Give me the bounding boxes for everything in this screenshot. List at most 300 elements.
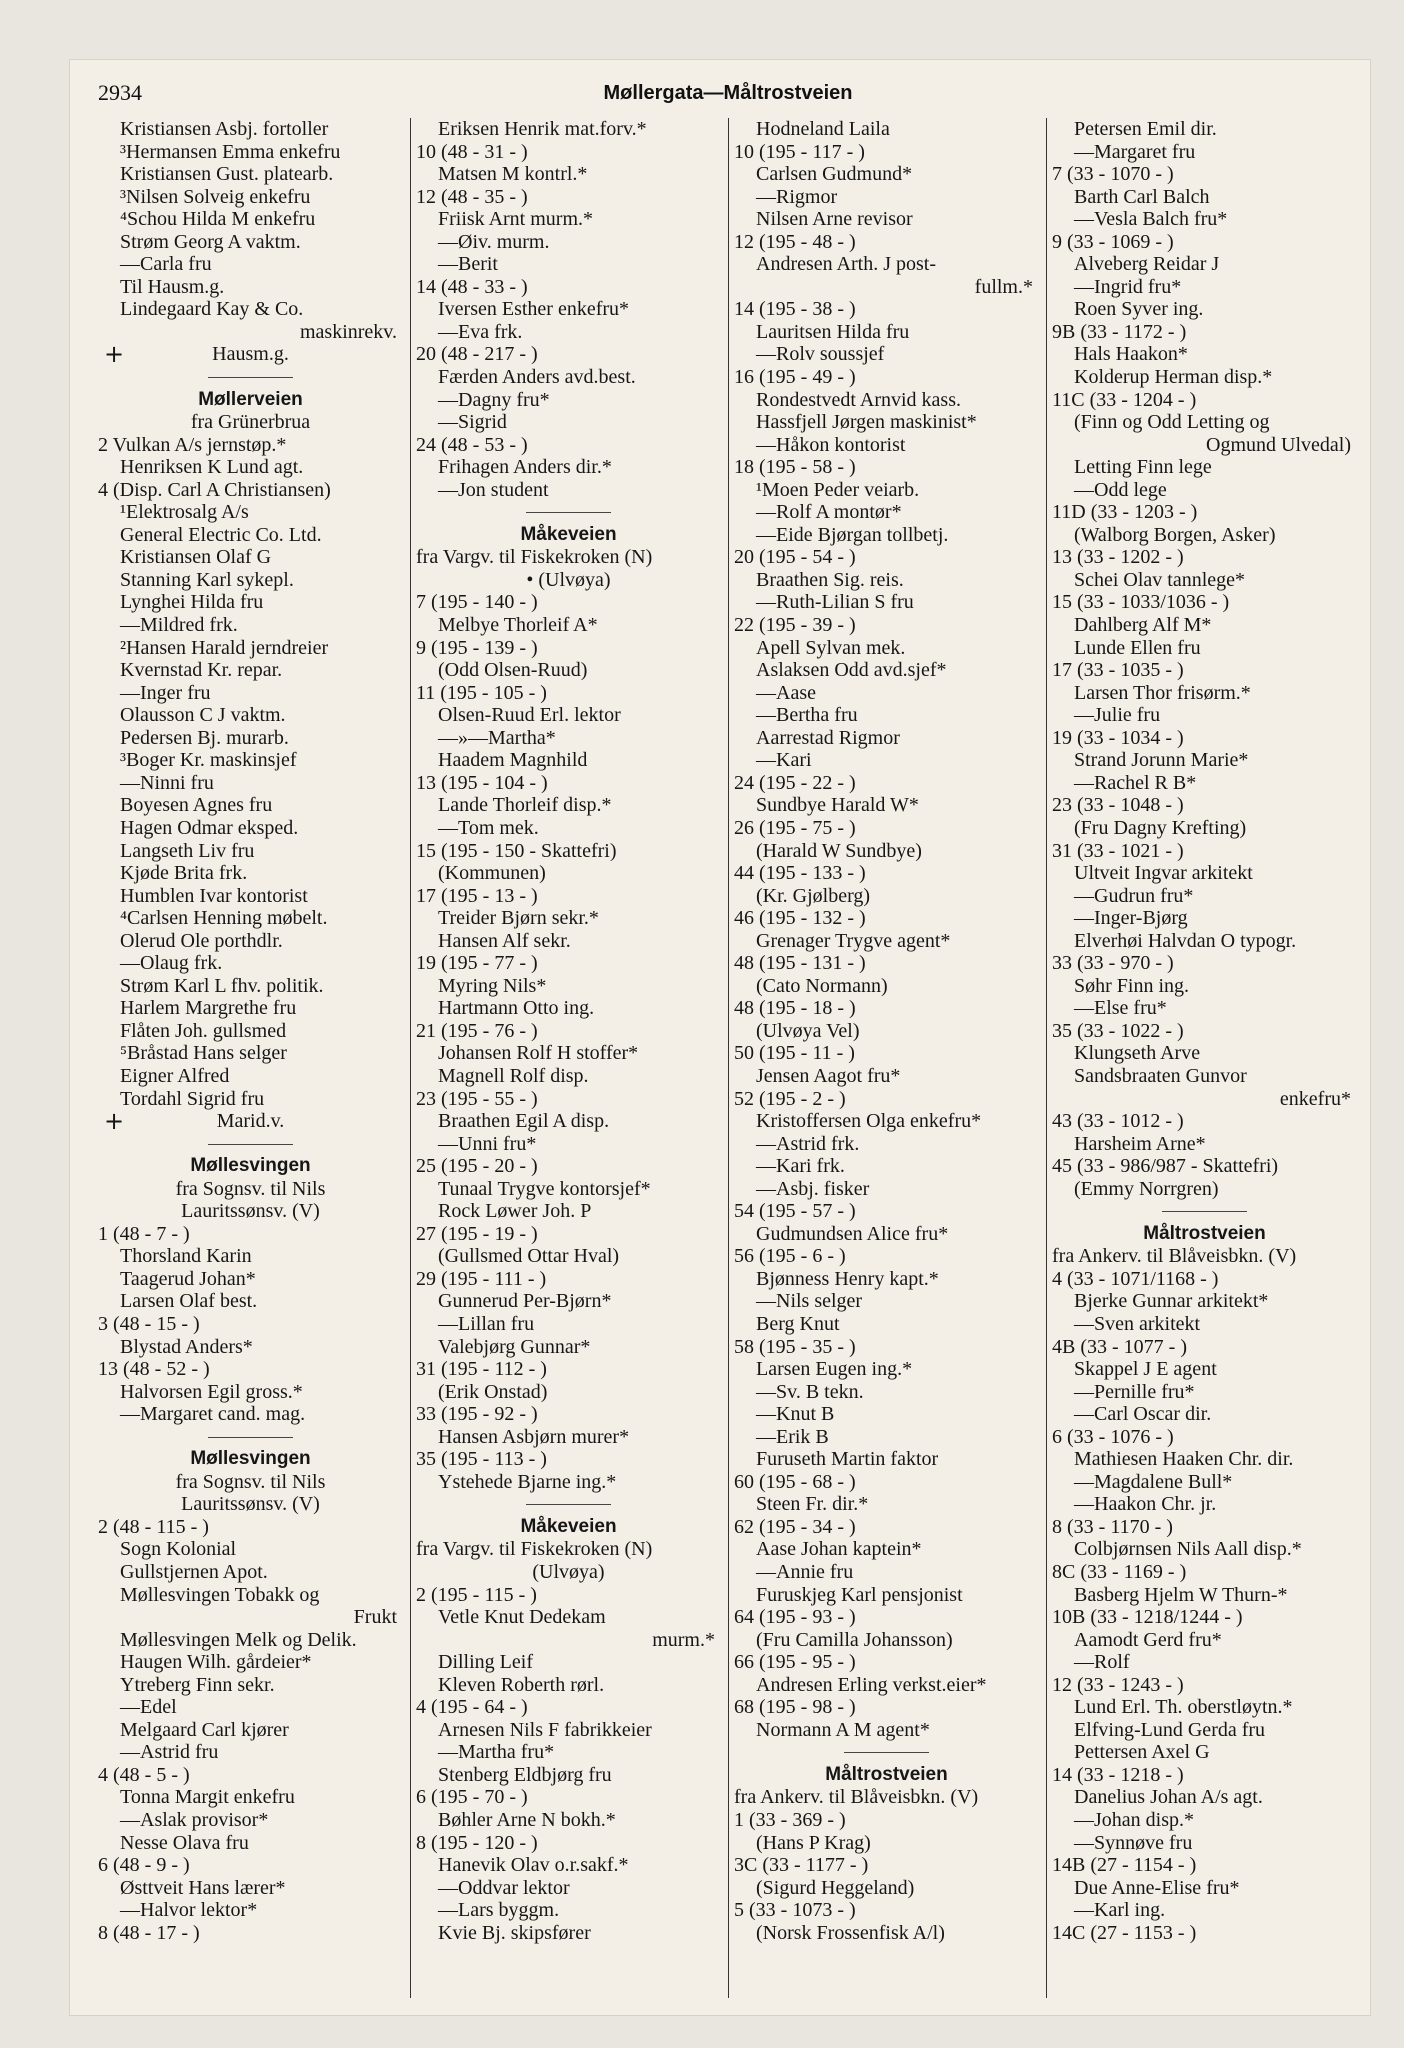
address-entry: 17 (33 - 1035 - ) xyxy=(1052,659,1184,682)
resident-entry: —Odd lege xyxy=(1074,478,1167,501)
resident-entry: Strand Jorunn Marie* xyxy=(1074,749,1249,772)
street-heading: Måltrostveien xyxy=(825,1763,948,1785)
resident-entry: Sogn Kolonial xyxy=(120,1538,237,1561)
resident-entry: —Ingrid fru* xyxy=(1074,275,1182,298)
resident-entry: Humblen Ivar kontorist xyxy=(120,884,308,907)
section-separator xyxy=(1052,1200,1357,1223)
resident-entry: —Olaug frk. xyxy=(120,952,223,975)
resident-entry: Eigner Alfred xyxy=(120,1064,230,1087)
resident-entry: —Carla fru xyxy=(120,253,212,276)
resident-entry: ⁴Schou Hilda M enkefru xyxy=(120,208,316,231)
resident-entry: Steen Fr. dir.* xyxy=(756,1493,869,1516)
address-entry: 2 Vulkan A/s jernstøp.* xyxy=(98,433,287,456)
resident-entry: Kristiansen Gust. platearb. xyxy=(120,163,334,186)
resident-entry: —Tom mek. xyxy=(438,816,539,839)
resident-entry: Kolderup Herman disp.* xyxy=(1074,366,1273,389)
resident-entry: Aslaksen Odd avd.sjef* xyxy=(756,659,947,682)
resident-entry: —Rolf A montør* xyxy=(756,501,902,524)
resident-entry: Kvie Bj. skipsfører xyxy=(438,1921,591,1944)
continuation-line: Frukt xyxy=(353,1606,397,1629)
column-rule xyxy=(1046,118,1047,1998)
resident-entry: Arnesen Nils F fabrikkeier xyxy=(438,1718,652,1741)
resident-entry: Hassfjell Jørgen maskinist* xyxy=(756,411,977,434)
resident-entry: ⁵Bråstad Hans selger xyxy=(120,1042,287,1065)
resident-entry: ³Boger Kr. maskinsjef xyxy=(120,749,297,772)
resident-entry: Jensen Aagot fru* xyxy=(756,1064,901,1087)
resident-entry: Tonna Margit enkefru xyxy=(120,1786,295,1809)
resident-entry: —Inger-Bjørg xyxy=(1074,907,1188,930)
resident-entry: Hodneland Laila xyxy=(756,118,890,140)
resident-entry: Elverhøi Halvdan O typogr. xyxy=(1074,929,1297,952)
resident-entry: Olausson C J vaktm. xyxy=(120,704,286,727)
street-description: • (Ulvøya) xyxy=(526,568,611,591)
section-separator xyxy=(98,1426,403,1449)
address-entry: 6 (33 - 1076 - ) xyxy=(1052,1425,1174,1448)
street-heading: Måkeveien xyxy=(520,1515,617,1537)
address-entry: 22 (195 - 39 - ) xyxy=(734,614,856,637)
resident-entry: (Odd Olsen-Ruud) xyxy=(438,659,588,682)
resident-entry: (Kommunen) xyxy=(438,862,546,885)
resident-entry: —Haakon Chr. jr. xyxy=(1074,1493,1217,1516)
address-entry: 11C (33 - 1204 - ) xyxy=(1052,388,1197,411)
address-entry: 20 (48 - 217 - ) xyxy=(416,343,538,366)
address-entry: 10B (33 - 1218/1244 - ) xyxy=(1052,1606,1243,1629)
address-entry: 16 (195 - 49 - ) xyxy=(734,366,856,389)
resident-entry: (Finn og Odd Letting og xyxy=(1074,411,1270,434)
resident-entry: Treider Bjørn sekr.* xyxy=(438,907,599,930)
resident-entry: Stanning Karl sykepl. xyxy=(120,568,294,591)
address-entry: 2 (195 - 115 - ) xyxy=(416,1583,537,1606)
resident-entry: —Lars byggm. xyxy=(438,1899,560,1922)
resident-entry: ²Hansen Harald jerndreier xyxy=(120,636,329,659)
resident-entry: —Karl ing. xyxy=(1074,1899,1166,1922)
resident-entry: Ultveit Ingvar arkitekt xyxy=(1074,862,1253,885)
resident-entry: Aase Johan kaptein* xyxy=(756,1538,922,1561)
resident-entry: Harlem Margrethe fru xyxy=(120,997,297,1020)
resident-entry: Pedersen Bj. murarb. xyxy=(120,726,289,749)
address-entry: 1 (48 - 7 - ) xyxy=(98,1222,190,1245)
address-entry: 23 (195 - 55 - ) xyxy=(416,1087,538,1110)
address-entry: 14 (48 - 33 - ) xyxy=(416,275,528,298)
resident-entry: ¹Elektrosalg A/s xyxy=(120,501,249,524)
resident-entry: Klungseth Arve xyxy=(1074,1042,1201,1065)
street-description: fra Sognsv. til Nils xyxy=(175,1470,326,1493)
section-separator xyxy=(734,1741,1039,1764)
address-entry: 7 (195 - 140 - ) xyxy=(416,591,538,614)
address-entry: 8C (33 - 1169 - ) xyxy=(1052,1561,1187,1583)
resident-entry: (Ulvøya Vel) xyxy=(756,1019,860,1042)
resident-entry: Petersen Emil dir. xyxy=(1074,118,1217,140)
resident-entry: —Halvor lektor* xyxy=(120,1899,258,1922)
resident-entry: Bjønness Henry kapt.* xyxy=(756,1267,939,1290)
address-entry: 11D (33 - 1203 - ) xyxy=(1052,501,1198,524)
resident-entry: Hartmann Otto ing. xyxy=(438,997,595,1020)
resident-entry: —Knut B xyxy=(756,1403,835,1426)
resident-entry: —Rolf xyxy=(1074,1651,1130,1674)
resident-entry: Larsen Thor frisørm.* xyxy=(1074,681,1251,704)
resident-entry: —Rigmor xyxy=(756,185,838,208)
resident-entry: Haadem Magnhild xyxy=(438,749,588,772)
address-entry: 54 (195 - 57 - ) xyxy=(734,1200,856,1223)
address-entry: 21 (195 - 76 - ) xyxy=(416,1019,538,1042)
resident-entry: —Astrid fru xyxy=(120,1741,219,1764)
page-header xyxy=(98,72,1358,112)
resident-entry: Haugen Wilh. gårdeier* xyxy=(120,1651,312,1674)
address-entry: 26 (195 - 75 - ) xyxy=(734,816,856,839)
resident-entry: Tordahl Sigrid fru xyxy=(120,1087,265,1110)
cross-mark-icon: + xyxy=(104,1107,125,1136)
resident-entry: —Synnøve fru xyxy=(1074,1831,1193,1854)
street-description: fra Grünerbrua xyxy=(190,411,311,434)
resident-entry: —Inger fru xyxy=(120,681,211,704)
resident-entry: (Walborg Borgen, Asker) xyxy=(1074,523,1276,546)
resident-entry: Barth Carl Balch xyxy=(1074,185,1210,208)
address-entry: 9 (33 - 1069 - ) xyxy=(1052,230,1174,253)
address-entry: 48 (195 - 131 - ) xyxy=(734,952,866,975)
address-entry: 33 (33 - 970 - ) xyxy=(1052,952,1174,975)
address-entry: 50 (195 - 11 - ) xyxy=(734,1042,855,1065)
address-entry: fra Ankerv. til Blåveisbkn. (V) xyxy=(1052,1245,1297,1268)
resident-entry: Hals Haakon* xyxy=(1074,343,1188,366)
resident-entry: Thorsland Karin xyxy=(120,1245,252,1268)
address-entry: 20 (195 - 54 - ) xyxy=(734,546,856,569)
resident-entry: Gullstjernen Apot. xyxy=(120,1561,268,1583)
address-entry: 7 (33 - 1070 - ) xyxy=(1052,163,1174,186)
resident-entry: Bjerke Gunnar arkitekt* xyxy=(1074,1290,1269,1313)
address-entry: 18 (195 - 58 - ) xyxy=(734,456,856,479)
resident-entry: ¹Moen Peder veiarb. xyxy=(756,478,920,501)
resident-entry: —Magdalene Bull* xyxy=(1074,1470,1233,1493)
resident-entry: Larsen Olaf best. xyxy=(120,1290,258,1313)
address-entry: 13 (33 - 1202 - ) xyxy=(1052,546,1184,569)
resident-entry: —Øiv. murm. xyxy=(438,230,550,253)
resident-entry: —Rachel R B* xyxy=(1074,771,1197,794)
resident-entry: (Harald W Sundbye) xyxy=(756,839,922,862)
address-entry: 31 (33 - 1021 - ) xyxy=(1052,839,1184,862)
resident-entry: Kristoffersen Olga enkefru* xyxy=(756,1110,982,1133)
address-entry: 3 (48 - 15 - ) xyxy=(98,1312,200,1335)
address-entry: 4 (33 - 1071/1168 - ) xyxy=(1052,1267,1219,1290)
resident-entry: Melgaard Carl kjører xyxy=(120,1718,289,1741)
resident-entry: Colbjørnsen Nils Aall disp.* xyxy=(1074,1538,1302,1561)
resident-entry: (Sigurd Heggeland) xyxy=(756,1876,915,1899)
resident-entry: Melbye Thorleif A* xyxy=(438,614,598,637)
resident-entry: Larsen Eugen ing.* xyxy=(756,1358,913,1381)
address-entry: 46 (195 - 132 - ) xyxy=(734,907,866,930)
resident-entry: Blystad Anders* xyxy=(120,1335,253,1358)
resident-entry: Furuskjeg Karl pensjonist xyxy=(756,1583,963,1606)
address-entry: 52 (195 - 2 - ) xyxy=(734,1087,846,1110)
resident-entry: Alveberg Reidar J xyxy=(1074,253,1220,276)
street-heading: Måkeveien xyxy=(520,523,617,545)
resident-entry: Myring Nils* xyxy=(438,974,547,997)
resident-entry: Lunde Ellen fru xyxy=(1074,636,1201,659)
address-entry: 4 (Disp. Carl A Christiansen) xyxy=(98,478,331,501)
resident-entry: —Edel xyxy=(120,1696,177,1719)
resident-entry: Braathen Sig. reis. xyxy=(756,568,904,591)
resident-entry: Langseth Liv fru xyxy=(120,839,255,862)
street-description: Lauritssønsv. (V) xyxy=(181,1200,320,1223)
resident-entry: Letting Finn lege xyxy=(1074,456,1212,479)
cross-street xyxy=(98,1107,403,1136)
resident-entry: Ytreberg Finn sekr. xyxy=(120,1673,275,1696)
address-entry: 48 (195 - 18 - ) xyxy=(734,997,856,1020)
resident-entry: Henriksen K Lund agt. xyxy=(120,456,304,479)
resident-entry: Braathen Egil A disp. xyxy=(438,1110,610,1133)
address-entry: 13 (195 - 104 - ) xyxy=(416,771,548,794)
resident-entry: Due Anne-Elise fru* xyxy=(1074,1876,1240,1899)
resident-entry: Strøm Georg A vaktm. xyxy=(120,230,301,253)
resident-entry: Iversen Esther enkefru* xyxy=(438,298,630,321)
address-entry: 29 (195 - 111 - ) xyxy=(416,1267,547,1290)
resident-entry: Mathiesen Haaken Chr. dir. xyxy=(1074,1448,1294,1471)
address-entry: 4B (33 - 1077 - ) xyxy=(1052,1335,1187,1358)
resident-entry: —Erik B xyxy=(756,1425,829,1448)
resident-entry: Hanevik Olav o.r.sakf.* xyxy=(438,1854,629,1877)
resident-entry: —Annie fru xyxy=(756,1561,854,1583)
resident-entry: Andresen Arth. J post- xyxy=(756,253,936,276)
column-2 xyxy=(416,118,721,2008)
resident-entry: —Berit xyxy=(438,253,498,276)
resident-entry: Magnell Rolf disp. xyxy=(438,1064,589,1087)
address-entry: 27 (195 - 19 - ) xyxy=(416,1222,538,1245)
cross-street xyxy=(98,340,403,369)
address-entry: 9B (33 - 1172 - ) xyxy=(1052,320,1187,343)
resident-entry: —Pernille fru* xyxy=(1074,1380,1195,1403)
resident-entry: Sundbye Harald W* xyxy=(756,794,919,817)
resident-entry: Olsen-Ruud Erl. lektor xyxy=(438,704,621,727)
section-separator xyxy=(416,501,721,524)
resident-entry: (Fru Camilla Johansson) xyxy=(756,1628,953,1651)
resident-entry: Lund Erl. Th. oberstløytn.* xyxy=(1074,1696,1293,1719)
address-entry: 35 (195 - 113 - ) xyxy=(416,1448,547,1471)
cross-street-label: Hausm.g. xyxy=(212,343,289,366)
address-entry: 5 (33 - 1073 - ) xyxy=(734,1899,856,1922)
resident-entry: Møllesvingen Tobakk og xyxy=(120,1583,320,1606)
address-entry: 8 (48 - 17 - ) xyxy=(98,1921,200,1944)
address-entry: 23 (33 - 1048 - ) xyxy=(1052,794,1184,817)
continuation-line: Ogmund Ulvedal) xyxy=(1206,433,1351,456)
resident-entry: Stenberg Eldbjørg fru xyxy=(438,1763,612,1786)
resident-entry: Skappel J E agent xyxy=(1074,1358,1217,1381)
address-entry: 4 (48 - 5 - ) xyxy=(98,1763,190,1786)
resident-entry: ⁴Carlsen Henning møbelt. xyxy=(120,907,328,930)
address-entry: 13 (48 - 52 - ) xyxy=(98,1358,210,1381)
address-entry: 12 (33 - 1243 - ) xyxy=(1052,1673,1184,1696)
resident-entry: —Eide Bjørgan tollbetj. xyxy=(756,523,949,546)
resident-entry: (Cato Normann) xyxy=(756,974,888,997)
street-description: fra Sognsv. til Nils xyxy=(175,1177,326,1200)
address-entry: 8 (33 - 1170 - ) xyxy=(1052,1515,1173,1538)
resident-entry: Dilling Leif xyxy=(438,1651,533,1674)
resident-entry: Hansen Asbjørn murer* xyxy=(438,1425,630,1448)
section-separator xyxy=(416,1493,721,1516)
resident-entry: —Ruth-Lilian S fru xyxy=(756,591,914,614)
resident-entry: —Astrid frk. xyxy=(756,1132,860,1155)
resident-entry: Schei Olav tannlege* xyxy=(1074,568,1246,591)
address-entry: 31 (195 - 112 - ) xyxy=(416,1358,547,1381)
resident-entry: —Sv. B tekn. xyxy=(756,1380,864,1403)
resident-entry: Flåten Joh. gullsmed xyxy=(120,1019,287,1042)
resident-entry: —Bertha fru xyxy=(756,704,858,727)
resident-entry: —Lillan fru xyxy=(438,1312,535,1335)
resident-entry: —Vesla Balch fru* xyxy=(1074,208,1228,231)
resident-entry: Aarrestad Rigmor xyxy=(756,726,900,749)
resident-entry: —Else fru* xyxy=(1074,997,1167,1020)
address-entry: 9 (195 - 139 - ) xyxy=(416,636,538,659)
resident-entry: Hagen Odmar eksped. xyxy=(120,816,299,839)
resident-entry: Johansen Rolf H stoffer* xyxy=(438,1042,639,1065)
resident-entry: ³Nilsen Solveig enkefru xyxy=(120,185,311,208)
address-entry: 11 (195 - 105 - ) xyxy=(416,681,547,704)
resident-entry: —Johan disp.* xyxy=(1074,1809,1194,1832)
resident-entry: —Asbj. fisker xyxy=(756,1177,870,1200)
resident-entry: Berg Knut xyxy=(756,1312,840,1335)
resident-entry: Andresen Erling verkst.eier* xyxy=(756,1673,987,1696)
resident-entry: —Gudrun fru* xyxy=(1074,884,1194,907)
resident-entry: Furuseth Martin faktor xyxy=(756,1448,939,1471)
resident-entry: Danelius Johan A/s agt. xyxy=(1074,1786,1263,1809)
cross-street-label: Marid.v. xyxy=(216,1110,285,1133)
page-number: 2934 xyxy=(98,80,142,105)
resident-entry: Strøm Karl L fhv. politik. xyxy=(120,974,324,997)
address-entry: 58 (195 - 35 - ) xyxy=(734,1335,856,1358)
resident-entry: —Martha fru* xyxy=(438,1741,555,1764)
resident-entry: Nilsen Arne revisor xyxy=(756,208,913,231)
resident-entry: Til Hausm.g. xyxy=(120,275,225,298)
resident-entry: Søhr Finn ing. xyxy=(1074,974,1190,997)
address-entry: 15 (195 - 150 - Skattefri) xyxy=(416,839,617,862)
resident-entry: —Aslak provisor* xyxy=(120,1809,269,1832)
address-entry: 1 (33 - 369 - ) xyxy=(734,1809,846,1832)
address-entry: 25 (195 - 20 - ) xyxy=(416,1155,538,1178)
resident-entry: (Hans P Krag) xyxy=(756,1831,871,1854)
resident-entry: Aamodt Gerd fru* xyxy=(1074,1628,1222,1651)
street-heading: Møllerveien xyxy=(198,388,303,410)
address-entry: 3C (33 - 1177 - ) xyxy=(734,1854,869,1877)
address-entry: 6 (48 - 9 - ) xyxy=(98,1854,190,1877)
address-entry: 14 (33 - 1218 - ) xyxy=(1052,1763,1184,1786)
resident-entry: Valebjørg Gunnar* xyxy=(438,1335,591,1358)
resident-entry: Kvernstad Kr. repar. xyxy=(120,659,283,682)
address-entry: 15 (33 - 1033/1036 - ) xyxy=(1052,591,1230,614)
resident-entry: Lande Thorleif disp.* xyxy=(438,794,612,817)
address-entry: fra Ankerv. til Blåveisbkn. (V) xyxy=(734,1786,979,1809)
resident-entry: —Oddvar lektor xyxy=(438,1876,570,1899)
resident-entry: Kjøde Brita frk. xyxy=(120,862,248,885)
resident-entry: Normann A M agent* xyxy=(756,1718,930,1741)
address-entry: 64 (195 - 93 - ) xyxy=(734,1606,856,1629)
address-entry: 12 (195 - 48 - ) xyxy=(734,230,856,253)
address-entry: 56 (195 - 6 - ) xyxy=(734,1245,846,1268)
address-entry: 24 (48 - 53 - ) xyxy=(416,433,528,456)
resident-entry: Pettersen Axel G xyxy=(1074,1741,1210,1764)
resident-entry: Basberg Hjelm W Thurn-* xyxy=(1074,1583,1288,1606)
resident-entry: —Aase xyxy=(756,681,816,704)
resident-entry: —Carl Oscar dir. xyxy=(1074,1403,1212,1426)
street-heading: Møllesvingen xyxy=(190,1448,311,1470)
street-description: (Ulvøya) xyxy=(532,1561,605,1583)
resident-entry: Lauritsen Hilda fru xyxy=(756,320,910,343)
column-1 xyxy=(98,118,403,2008)
resident-entry: —Ninni fru xyxy=(120,771,214,794)
resident-entry: Rondestvedt Arnvid kass. xyxy=(756,388,961,411)
resident-entry: Frihagen Anders dir.* xyxy=(438,456,612,479)
resident-entry: (Norsk Frossenfisk A/l) xyxy=(756,1921,945,1944)
resident-entry: (Kr. Gjølberg) xyxy=(756,884,871,907)
resident-entry: —Margaret cand. mag. xyxy=(120,1403,306,1426)
resident-entry: —»—Martha* xyxy=(438,726,556,749)
resident-entry: Halvorsen Egil gross.* xyxy=(120,1380,303,1403)
address-entry: 14 (195 - 38 - ) xyxy=(734,298,856,321)
continuation-line: murm.* xyxy=(652,1628,715,1651)
resident-entry: Ystehede Bjarne ing.* xyxy=(438,1470,617,1493)
resident-entry: Taagerud Johan* xyxy=(120,1267,256,1290)
resident-entry: Matsen M kontrl.* xyxy=(438,163,588,186)
resident-entry: General Electric Co. Ltd. xyxy=(120,523,322,546)
resident-entry: Tunaal Trygve kontorsjef* xyxy=(438,1177,651,1200)
column-rule xyxy=(728,118,729,1998)
resident-entry: —Dagny fru* xyxy=(438,388,550,411)
resident-entry: Friisk Arnt murm.* xyxy=(438,208,594,231)
address-entry: 6 (195 - 70 - ) xyxy=(416,1786,528,1809)
resident-entry: Kleven Roberth rørl. xyxy=(438,1673,605,1696)
resident-entry: —Kari frk. xyxy=(756,1155,845,1178)
column-4 xyxy=(1052,118,1357,2008)
address-entry: 8 (195 - 120 - ) xyxy=(416,1831,538,1854)
resident-entry: —Margaret fru xyxy=(1074,140,1196,163)
resident-entry: Apell Sylvan mek. xyxy=(756,636,906,659)
cross-mark-icon: + xyxy=(104,340,125,369)
address-entry: 2 (48 - 115 - ) xyxy=(98,1515,209,1538)
resident-entry: Lynghei Hilda fru xyxy=(120,591,264,614)
resident-entry: —Kari xyxy=(756,749,812,772)
address-entry: fra Vargv. til Fiskekroken (N) xyxy=(416,546,653,569)
address-entry: 12 (48 - 35 - ) xyxy=(416,185,528,208)
resident-entry: Østtveit Hans lærer* xyxy=(120,1876,286,1899)
resident-entry: —Sven arkitekt xyxy=(1074,1312,1201,1335)
resident-entry: —Mildred frk. xyxy=(120,614,238,637)
resident-entry: (Emmy Norrgren) xyxy=(1074,1177,1219,1200)
address-entry: 68 (195 - 98 - ) xyxy=(734,1696,856,1719)
resident-entry: —Jon student xyxy=(438,478,549,501)
resident-entry: Eriksen Henrik mat.forv.* xyxy=(438,118,647,140)
address-entry: 4 (195 - 64 - ) xyxy=(416,1696,528,1719)
address-entry: 33 (195 - 92 - ) xyxy=(416,1403,538,1426)
address-entry: 60 (195 - 68 - ) xyxy=(734,1470,856,1493)
resident-entry: Færden Anders avd.best. xyxy=(438,366,636,389)
resident-entry: Nesse Olava fru xyxy=(120,1831,249,1854)
resident-entry: —Julie fru xyxy=(1074,704,1161,727)
resident-entry: Boyesen Agnes fru xyxy=(120,794,273,817)
resident-entry: Olerud Ole porthdlr. xyxy=(120,929,283,952)
resident-entry: Elfving-Lund Gerda fru xyxy=(1074,1718,1266,1741)
resident-entry: (Fru Dagny Krefting) xyxy=(1074,816,1247,839)
address-entry: 43 (33 - 1012 - ) xyxy=(1052,1110,1184,1133)
resident-entry: Roen Syver ing. xyxy=(1074,298,1204,321)
address-entry: 17 (195 - 13 - ) xyxy=(416,884,538,907)
resident-entry: Dahlberg Alf M* xyxy=(1074,614,1212,637)
address-entry: 45 (33 - 986/987 - Skattefri) xyxy=(1052,1155,1279,1178)
address-entry: fra Vargv. til Fiskekroken (N) xyxy=(416,1538,653,1561)
resident-entry: Gudmundsen Alice fru* xyxy=(756,1222,949,1245)
resident-entry: Kristiansen Asbj. fortoller xyxy=(120,118,329,140)
continuation-line: fullm.* xyxy=(974,275,1033,298)
section-separator xyxy=(98,366,403,389)
resident-entry: Kristiansen Olaf G xyxy=(120,546,272,569)
resident-entry: Møllesvingen Melk og Delik. xyxy=(120,1628,357,1651)
resident-entry: —Nils selger xyxy=(756,1290,863,1313)
